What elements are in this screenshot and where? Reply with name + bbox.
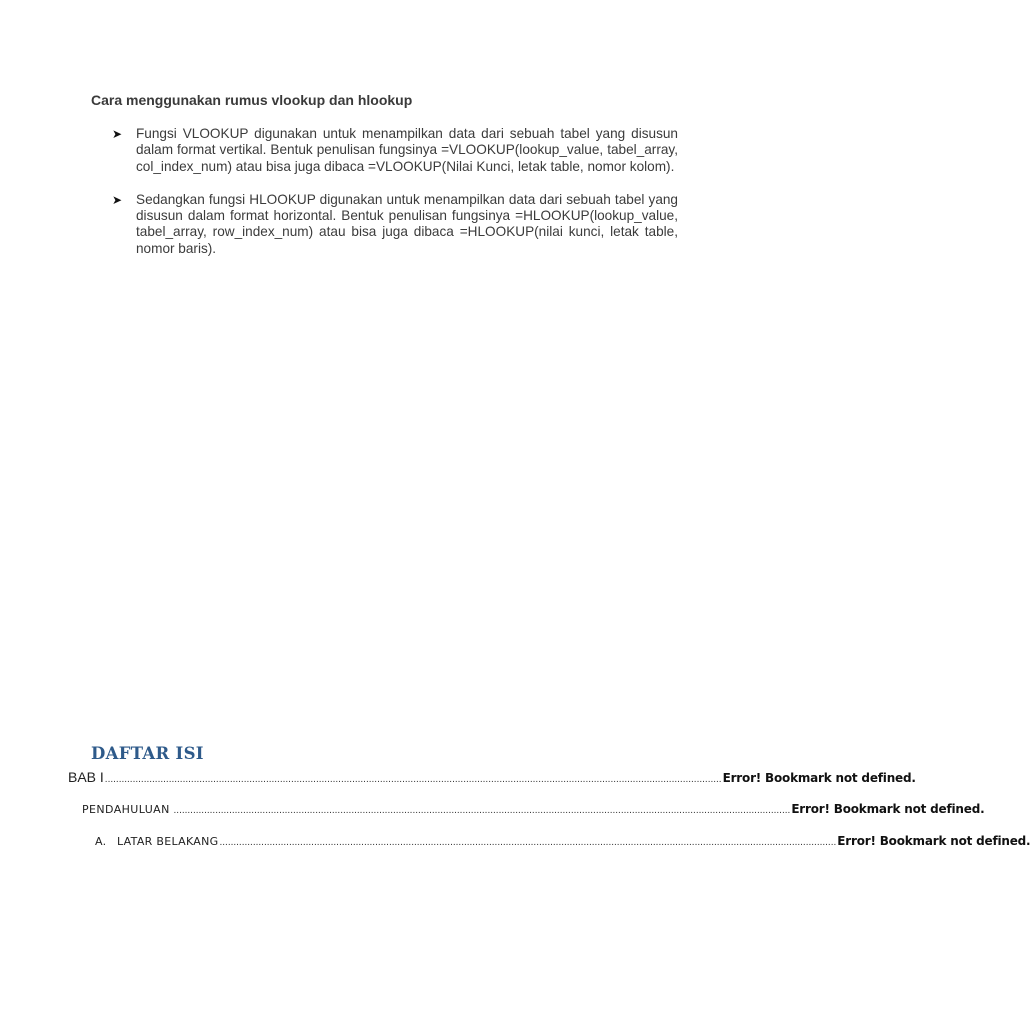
toc-entry-bab-i[interactable] xyxy=(68,769,916,785)
toc-entry-pendahuluan[interactable] xyxy=(82,802,985,816)
toc-entry-label: BAB I xyxy=(68,769,104,785)
toc-entry-page: Error! Bookmark not defined. xyxy=(837,834,1030,848)
bullet-text: Fungsi VLOOKUP digunakan untuk menampilkan data dari sebuah tabel yang disusun dalam format vertikal. Bentuk penulisan fungsinya =VLOOKUP(lookup_value, tabel_array, col_index_num) atau bisa juga dibaca =VLOOKUP(Nilai Kunci, letak table, nomor kolom). xyxy=(136,126,678,174)
toc-entry-label: LATAR BELAKANG xyxy=(117,835,219,848)
toc-entry-label-wrap xyxy=(95,835,218,848)
bullet-text: Sedangkan fungsi HLOOKUP digunakan untuk menampilkan data dari sebuah tabel yang disusun dalam format horizontal. Bentuk penulisan fungsinya =HLOOKUP(lookup_value, tabel_array, row_index_num) atau bisa juga dibaca =HLOOKUP(nilai kunci, letak table, nomor baris). xyxy=(136,191,678,256)
toc-entry-latar-belakang[interactable] xyxy=(95,834,1030,848)
arrowhead-bullet-icon: ➤ xyxy=(112,127,123,141)
toc-entry-page: Error! Bookmark not defined. xyxy=(722,771,916,785)
toc-entry-page: Error! Bookmark not defined. xyxy=(791,802,985,816)
toc-title: DAFTAR ISI xyxy=(91,744,204,763)
list-item xyxy=(112,126,678,175)
bullet-list xyxy=(112,126,678,274)
toc-leader-dots: .............................................................................................................................................................................................................................. xyxy=(104,774,722,785)
list-item xyxy=(112,192,678,257)
toc-entry-label: PENDAHULUAN xyxy=(82,803,170,816)
toc-leader-dots: .............................................................................................................................................................................................................................. xyxy=(170,805,791,816)
toc-entry-number: A. xyxy=(95,835,107,848)
toc-leader-dots: .............................................................................................................................................................................................................................. xyxy=(219,837,837,848)
section-heading: Cara menggunakan rumus vlookup dan hlookup xyxy=(91,92,413,108)
arrowhead-bullet-icon: ➤ xyxy=(112,192,123,207)
